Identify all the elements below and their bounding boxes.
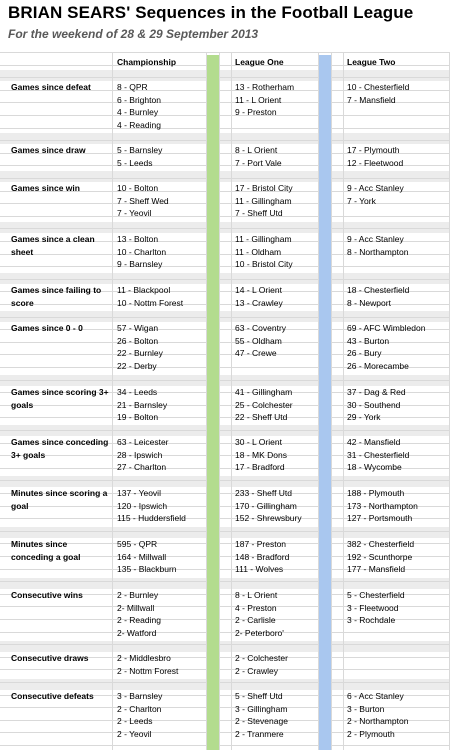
table-cell: 12 - Fleetwood: [347, 157, 404, 168]
table-cell: 2 - Reading: [117, 615, 161, 626]
table-cell: 17 - Bradford: [235, 462, 285, 473]
section-gap-row: [0, 476, 450, 487]
table-cell: 2 - Tranmere: [235, 728, 284, 739]
table-cell: 5 - Chesterfield: [347, 590, 405, 600]
section-gap-row: [0, 641, 450, 652]
section-label: Consecutive wins: [11, 590, 83, 600]
section-gap-row: [0, 578, 450, 589]
table-cell: 9 - Acc Stanley: [347, 183, 404, 193]
gridline: [0, 216, 450, 217]
section-label: Minutes since conceding a goal: [11, 539, 81, 562]
table-cell: 63 - Leicester: [117, 437, 169, 447]
table-cell: 11 - Gillingham: [235, 234, 292, 244]
table-cell: 13 - Crawley: [235, 297, 283, 308]
section-label: Games since defeat: [11, 82, 91, 92]
table-cell: 3 - Barnsley: [117, 691, 163, 701]
table-cell: 2 - Charlton: [117, 703, 162, 714]
table-cell: 13 - Bolton: [117, 234, 159, 244]
table-cell: 8 - Northampton: [347, 246, 409, 257]
gridline: [0, 745, 450, 746]
table-cell: 192 - Scunthorpe: [347, 551, 413, 562]
section-label: Games since draw: [11, 145, 86, 155]
table-cell: 22 - Sheff Utd: [235, 412, 288, 423]
gridline: [0, 480, 450, 481]
table-cell: 3 - Rochdale: [347, 615, 396, 626]
gridline: [0, 266, 450, 267]
gridline: [0, 279, 450, 280]
gridline: [0, 531, 450, 532]
table-cell: 135 - Blackburn: [117, 564, 177, 575]
gridline: [0, 77, 450, 78]
table-cell: 18 - Wycombe: [347, 462, 402, 473]
gridline: [0, 430, 450, 431]
section-label: Games since a clean sheet: [11, 234, 95, 257]
table-cell: 2- Peterboro': [235, 627, 284, 638]
table-cell: 69 - AFC Wimbledon: [347, 323, 426, 333]
table-cell: 57 - Wigan: [117, 323, 159, 333]
table-cell: 120 - Ipswich: [117, 500, 168, 511]
table-cell: 173 - Northampton: [347, 500, 418, 511]
table-cell: 6 - Brighton: [117, 94, 161, 105]
table-cell: 7 - Yeovil: [117, 208, 152, 219]
table-cell: 3 - Gillingham: [235, 703, 288, 714]
section-label: Games since 0 - 0: [11, 323, 83, 333]
gridline: [0, 128, 450, 129]
table-cell: 31 - Chesterfield: [347, 449, 410, 460]
section-label: Games since conceding 3+ goals: [11, 437, 109, 460]
table-cell: 187 - Preston: [235, 539, 287, 549]
page-subtitle: For the weekend of 28 & 29 September 2013: [8, 27, 259, 41]
section-label: Minutes since scoring a goal: [11, 488, 108, 511]
table-cell: 17 - Plymouth: [347, 145, 400, 155]
blue-stripe: [319, 55, 331, 750]
table-cell: 18 - Chesterfield: [347, 285, 410, 295]
table-cell: 111 - Wolves: [235, 564, 284, 575]
page-title: BRIAN SEARS' Sequences in the Football League: [8, 3, 414, 22]
gridline: [0, 140, 450, 141]
table-cell: 137 - Yeovil: [117, 488, 161, 498]
gridline: [0, 354, 450, 355]
gridline: [0, 203, 450, 204]
table-cell: 7 - Port Vale: [235, 157, 282, 168]
table-cell: 7 - Mansfield: [347, 94, 396, 105]
gridline: [0, 317, 450, 318]
table-cell: 6 - Acc Stanley: [347, 691, 404, 701]
green-stripe: [207, 55, 219, 750]
table-cell: 28 - Ipswich: [117, 449, 163, 460]
section-label: Consecutive draws: [11, 653, 89, 663]
table-cell: 42 - Mansfield: [347, 437, 401, 447]
table-cell: 3 - Fleetwood: [347, 602, 399, 613]
table-cell: 13 - Rotherham: [235, 82, 295, 92]
section-gap-row: [0, 171, 450, 182]
gridline: [231, 52, 232, 750]
table-cell: 11 - L Orient: [235, 94, 282, 105]
section-label: Consecutive defeats: [11, 691, 94, 701]
table-cell: 2 - Stevenage: [235, 716, 288, 727]
table-cell: 2 - Nottm Forest: [117, 665, 179, 676]
section-gap-row: [0, 679, 450, 690]
section-label: Games since scoring 3+ goals: [11, 387, 109, 410]
table-cell: 2- Millwall: [117, 602, 155, 613]
table-cell: 10 - Charlton: [117, 246, 167, 257]
table-cell: 2 - Middlesbro: [117, 653, 171, 663]
table-cell: 2 - Burnley: [117, 590, 159, 600]
table-cell: 382 - Chesterfield: [347, 539, 415, 549]
table-cell: 7 - Sheff Wed: [117, 195, 169, 206]
table-cell: 2 - Plymouth: [347, 728, 395, 739]
section-gap-row: [0, 133, 450, 144]
table-cell: 29 - York: [347, 412, 381, 423]
table-cell: 8 - Newport: [347, 297, 391, 308]
table-cell: 63 - Coventry: [235, 323, 287, 333]
table-cell: 47 - Crewe: [235, 348, 277, 359]
table-cell: 5 - Leeds: [117, 157, 153, 168]
table-cell: 127 - Portsmouth: [347, 513, 413, 524]
gridline: [0, 682, 450, 683]
table-cell: 2 - Colchester: [235, 653, 288, 663]
table-cell: 5 - Sheff Utd: [235, 691, 283, 701]
table-cell: 10 - Chesterfield: [347, 82, 410, 92]
table-cell: 233 - Sheff Utd: [235, 488, 293, 498]
table-cell: 26 - Bolton: [117, 335, 159, 346]
gridline: [331, 52, 332, 750]
table-cell: 19 - Bolton: [117, 412, 159, 423]
section-label: Games since failing to score: [11, 285, 102, 308]
gridline: [0, 644, 450, 645]
table-cell: 41 - Gillingham: [235, 387, 293, 397]
table-cell: 10 - Bristol City: [235, 259, 293, 270]
table-cell: 10 - Bolton: [117, 183, 159, 193]
table-cell: 11 - Blackpool: [117, 285, 171, 295]
gridline: [0, 669, 450, 670]
table-cell: 5 - Barnsley: [117, 145, 163, 155]
table-cell: 4 - Reading: [117, 119, 161, 130]
table-cell: 10 - Nottm Forest: [117, 297, 184, 308]
table-cell: 26 - Bury: [347, 348, 382, 359]
column-header: League Two: [347, 57, 396, 67]
column-header: Championship: [117, 57, 177, 67]
table-cell: 2 - Crawley: [235, 665, 278, 676]
gridline: [219, 52, 220, 750]
table-cell: 4 - Preston: [235, 602, 277, 613]
table-cell: 17 - Bristol City: [235, 183, 293, 193]
table-cell: 37 - Dag & Red: [347, 387, 406, 397]
table-cell: 9 - Preston: [235, 107, 277, 118]
table-cell: 11 - Gillingham: [235, 195, 292, 206]
table-cell: 21 - Barnsley: [117, 399, 168, 410]
gridline: [0, 178, 450, 179]
table-cell: 14 - L Orient: [235, 285, 282, 295]
table-cell: 30 - L Orient: [235, 437, 282, 447]
table-cell: 170 - Gillingham: [235, 500, 297, 511]
table-cell: 7 - Sheff Utd: [235, 208, 283, 219]
gridline: [343, 52, 344, 750]
table-cell: 8 - QPR: [117, 82, 148, 92]
table-cell: 152 - Shrewsbury: [235, 513, 302, 524]
table-cell: 25 - Colchester: [235, 399, 293, 410]
table-cell: 9 - Barnsley: [117, 259, 163, 270]
column-header: League One: [235, 57, 284, 67]
table-cell: 2 - Carlisle: [235, 615, 276, 626]
table-cell: 22 - Derby: [117, 360, 157, 371]
table-cell: 9 - Acc Stanley: [347, 234, 404, 244]
gridline: [0, 581, 450, 582]
section-gap-row: [0, 527, 450, 538]
table-cell: 18 - MK Dons: [235, 449, 287, 460]
table-cell: 2 - Yeovil: [117, 728, 152, 739]
table-cell: 2- Watford: [117, 627, 157, 638]
section-gap-row: [0, 70, 450, 81]
gridline: [0, 115, 450, 116]
gridline: [0, 632, 450, 633]
table-cell: 34 - Leeds: [117, 387, 158, 397]
gridline: [0, 417, 450, 418]
table-cell: 8 - L Orient: [235, 145, 278, 155]
table-cell: 595 - QPR: [117, 539, 158, 549]
table-cell: 3 - Burton: [347, 703, 385, 714]
table-cell: 2 - Leeds: [117, 716, 153, 727]
table-cell: 148 - Bradford: [235, 551, 290, 562]
gridline: [0, 380, 450, 381]
table-cell: 11 - Oldham: [235, 246, 282, 257]
table-cell: 188 - Plymouth: [347, 488, 405, 498]
table-cell: 4 - Burnley: [117, 107, 159, 118]
table-cell: 2 - Northampton: [347, 716, 409, 727]
table-cell: 115 - Huddersfield: [117, 513, 186, 524]
table-cell: 22 - Burnley: [117, 348, 163, 359]
table-cell: 30 - Southend: [347, 399, 401, 410]
gridline: [0, 228, 450, 229]
table-cell: 164 - Millwall: [117, 551, 167, 562]
table-cell: 27 - Charlton: [117, 462, 167, 473]
table-cell: 43 - Burton: [347, 335, 390, 346]
table-cell: 7 - York: [347, 195, 376, 206]
table-cell: 8 - L Orient: [235, 590, 278, 600]
table-cell: 26 - Morecambe: [347, 360, 409, 371]
gridline: [112, 52, 113, 750]
gridline: [0, 52, 450, 53]
table-cell: 177 - Mansfield: [347, 564, 406, 575]
table-cell: 55 - Oldham: [235, 335, 282, 346]
section-label: Games since win: [11, 183, 80, 193]
